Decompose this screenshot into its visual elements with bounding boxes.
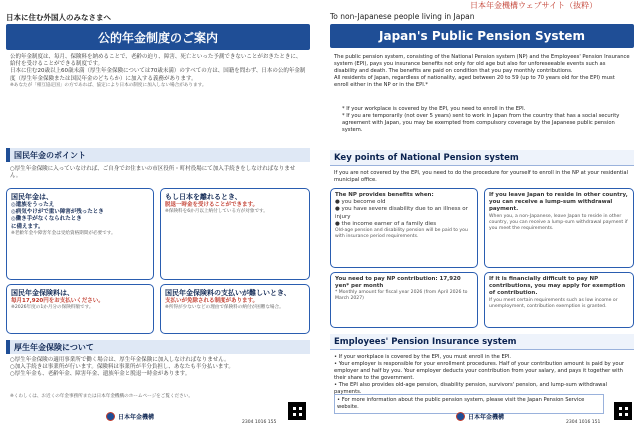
box-note: ※老齢年金や障害年金は受給資格期間が必要です。: [11, 230, 116, 236]
jps-logo: [106, 412, 154, 421]
info-box: [160, 284, 310, 334]
box-heading: The NP provides benefits when:: [335, 192, 434, 198]
list-item: ◎病気やけがで重い障害が残ったとき: [11, 209, 104, 216]
intro-note: ※あなたが「相互協定国」の方であれば、協定により日本の制度に加入しない場合があります。: [10, 82, 207, 88]
info-box: [484, 272, 634, 328]
page-title: Japan's Public Pension System: [330, 24, 634, 48]
box-emphasis: 脱退一時金を受けることができます。: [165, 202, 259, 208]
list-item: ○加入手続きは事業所が行います。保険料は事業所が半分負担し、あなたも半分払います。: [10, 364, 234, 371]
list-item: • If your workplace is covered by the EPI, you must enroll in the EPI.: [334, 354, 512, 360]
document-code: 2304 1016 155: [242, 420, 277, 425]
section-heading: Key points of National Pension system: [330, 150, 634, 166]
jps-logo-icon: [456, 412, 465, 421]
logo-text: 日本年金機構: [468, 414, 505, 421]
intro-note: * If you are temporarily (not over 5 years) sent to work in Japan from the country that has a social security agreement with Japan, you may be exempted from compulsory coverage by the Japanese public pension system.: [342, 113, 620, 133]
box-heading: You need to pay NP contribution: 17,920 yen* per month: [335, 276, 461, 290]
list-item: に備えます。: [11, 223, 44, 230]
info-box: [6, 188, 154, 280]
section-lead: If you are not covered by the EPI, you need to do the procedure for yourself to enroll in the NP at your residential municipal office.: [334, 170, 629, 183]
box-note: ※所得が少ないなどの理由で保険料の納付が困難な場合。: [165, 305, 284, 311]
section-lead: ○厚生年金保険に入っていなければ、ご自身でお住まいの市区役所・町村役場にて加入手続きをしなければなりません。: [10, 166, 296, 180]
info-box: [6, 284, 154, 334]
logo-text: 日本年金機構: [118, 414, 155, 421]
box-heading: もし日本を離れるとき、: [165, 193, 242, 201]
list-item: ● you become old: [335, 199, 386, 206]
info-box: [330, 188, 478, 268]
intro-paragraph: All residents of Japan, regardless of nationality, aged between 20 to 59 (up to 70 years old for the EPI) must enroll either in the NP or in the EPI.*: [334, 75, 615, 88]
box-heading: 国民年金は、: [11, 193, 53, 201]
box-note: ※2026年度の1か月分の保険料額です。: [11, 305, 94, 311]
info-box: [160, 188, 310, 280]
list-item: ● you have severe disability due to an illness or injury: [335, 206, 468, 220]
intro-note: * If your workplace is covered by the EPI, you need to enroll in the EPI.: [342, 106, 526, 112]
box-emphasis: 支払いが免除される制度があります。: [165, 298, 259, 304]
page-title: 公的年金制度のご案内: [6, 24, 310, 50]
intro-paragraph: 日本に住む20歳以上60歳未満（厚生年金保険については70歳未満）のすべての方は、国籍を問わず、日本の公的年金制度（厚生年金保険または国民年金のどちらか）に加入する義務があります。: [10, 68, 306, 82]
box-heading: 国民年金保険料は、: [11, 289, 74, 297]
jps-logo: [456, 412, 504, 421]
box-note: Old-age pension and disability pension will be paid to you with insurance period requirements.: [335, 228, 468, 240]
box-note: When you, a non-Japanese, leave Japan to reside in other country, you can receive a lump-sum withdrawal payment if you meet the requirements.: [489, 213, 628, 231]
box-emphasis: 毎月17,920円をお支払いください。: [11, 298, 104, 304]
page-english: [330, 10, 634, 428]
qr-code-icon[interactable]: [288, 402, 306, 420]
qr-code-icon[interactable]: [614, 402, 632, 420]
list-item: • The EPI also provides old-age pension, disability pension, survivors' pension, and lump-sum withdrawal payments.: [334, 382, 607, 395]
list-item: ◎遺族をうったえ: [11, 202, 55, 208]
box-heading: 国民年金保険料の支払いが難しいとき、: [165, 289, 291, 297]
list-item: • Your employer is responsible for your enrollment procedures. Half of your contribution amount is paid by your employer and half by you. Your employer deducts your contribution from your salary, and pays it together with their share to the government.: [334, 361, 625, 381]
document-code: 2304 1016 151: [566, 420, 601, 425]
list-item: ● the income earner of a family dies: [335, 220, 437, 227]
page-japanese: [6, 10, 310, 428]
box-heading: If it is financially difficult to pay NP contributions, you may apply for exemption of contribution.: [489, 276, 626, 297]
intro-paragraph: 公的年金制度は、毎月、保険料を納めることで、老齢の迫り、障害、死亡といった予測できないことがおきたときに、給付を受けることができる制度です。: [10, 54, 302, 68]
box-note: ※保険料を6か月以上納付している方が対象です。: [165, 209, 268, 215]
info-box: [484, 188, 634, 268]
section-heading: Employees' Pension Insurance system: [330, 334, 634, 350]
jps-logo-icon: [106, 412, 115, 421]
box-note: * Monthly amount for fiscal year 2026 (from April 2026 to March 2027): [335, 290, 468, 302]
box-note: If you meet certain requirements such as low income or unemployment, contribution exemption is granted.: [489, 297, 618, 309]
box-heading: If you leave Japan to reside in other country, you can receive a lump-sum withdrawal payment.: [489, 192, 628, 213]
audience-note: To non-Japanese people living in Japan: [330, 12, 475, 21]
section-heading: 厚生年金保険について: [6, 340, 310, 354]
info-box: [330, 272, 478, 328]
intro-paragraph: The public pension system, consisting of the National Pension system (NP) and the Employees' Pension Insurance system (EPI), pays you insurance benefits not only for old age but also for unforeseeable events such as disability and death. The benefits are paid on condition that you pay monthly contributions.: [334, 54, 630, 74]
section-heading: 国民年金のポイント: [6, 148, 310, 162]
list-item: ○厚生年金も、老齢年金、障害年金、遺族年金と脱退一時金があります。: [10, 371, 191, 378]
list-item: ◎働き手がなくなられたとき: [11, 216, 82, 223]
footer-note: • For more information about the public pension system, please visit the Japan Pension Service website.: [334, 394, 604, 414]
breadcrumb: 日本年金機構ウェブサイト（抜粋）: [470, 1, 598, 10]
audience-note: 日本に住む外国人のみなさまへ: [6, 13, 111, 22]
footer-note: ※くわしくは、お近くの年金事務所または日本年金機構のホームページをご覧ください。: [10, 394, 193, 399]
list-item: ○厚生年金保険の適用事業所で働く場合は、厚生年金保険に加入しなければなりません。: [10, 357, 230, 363]
